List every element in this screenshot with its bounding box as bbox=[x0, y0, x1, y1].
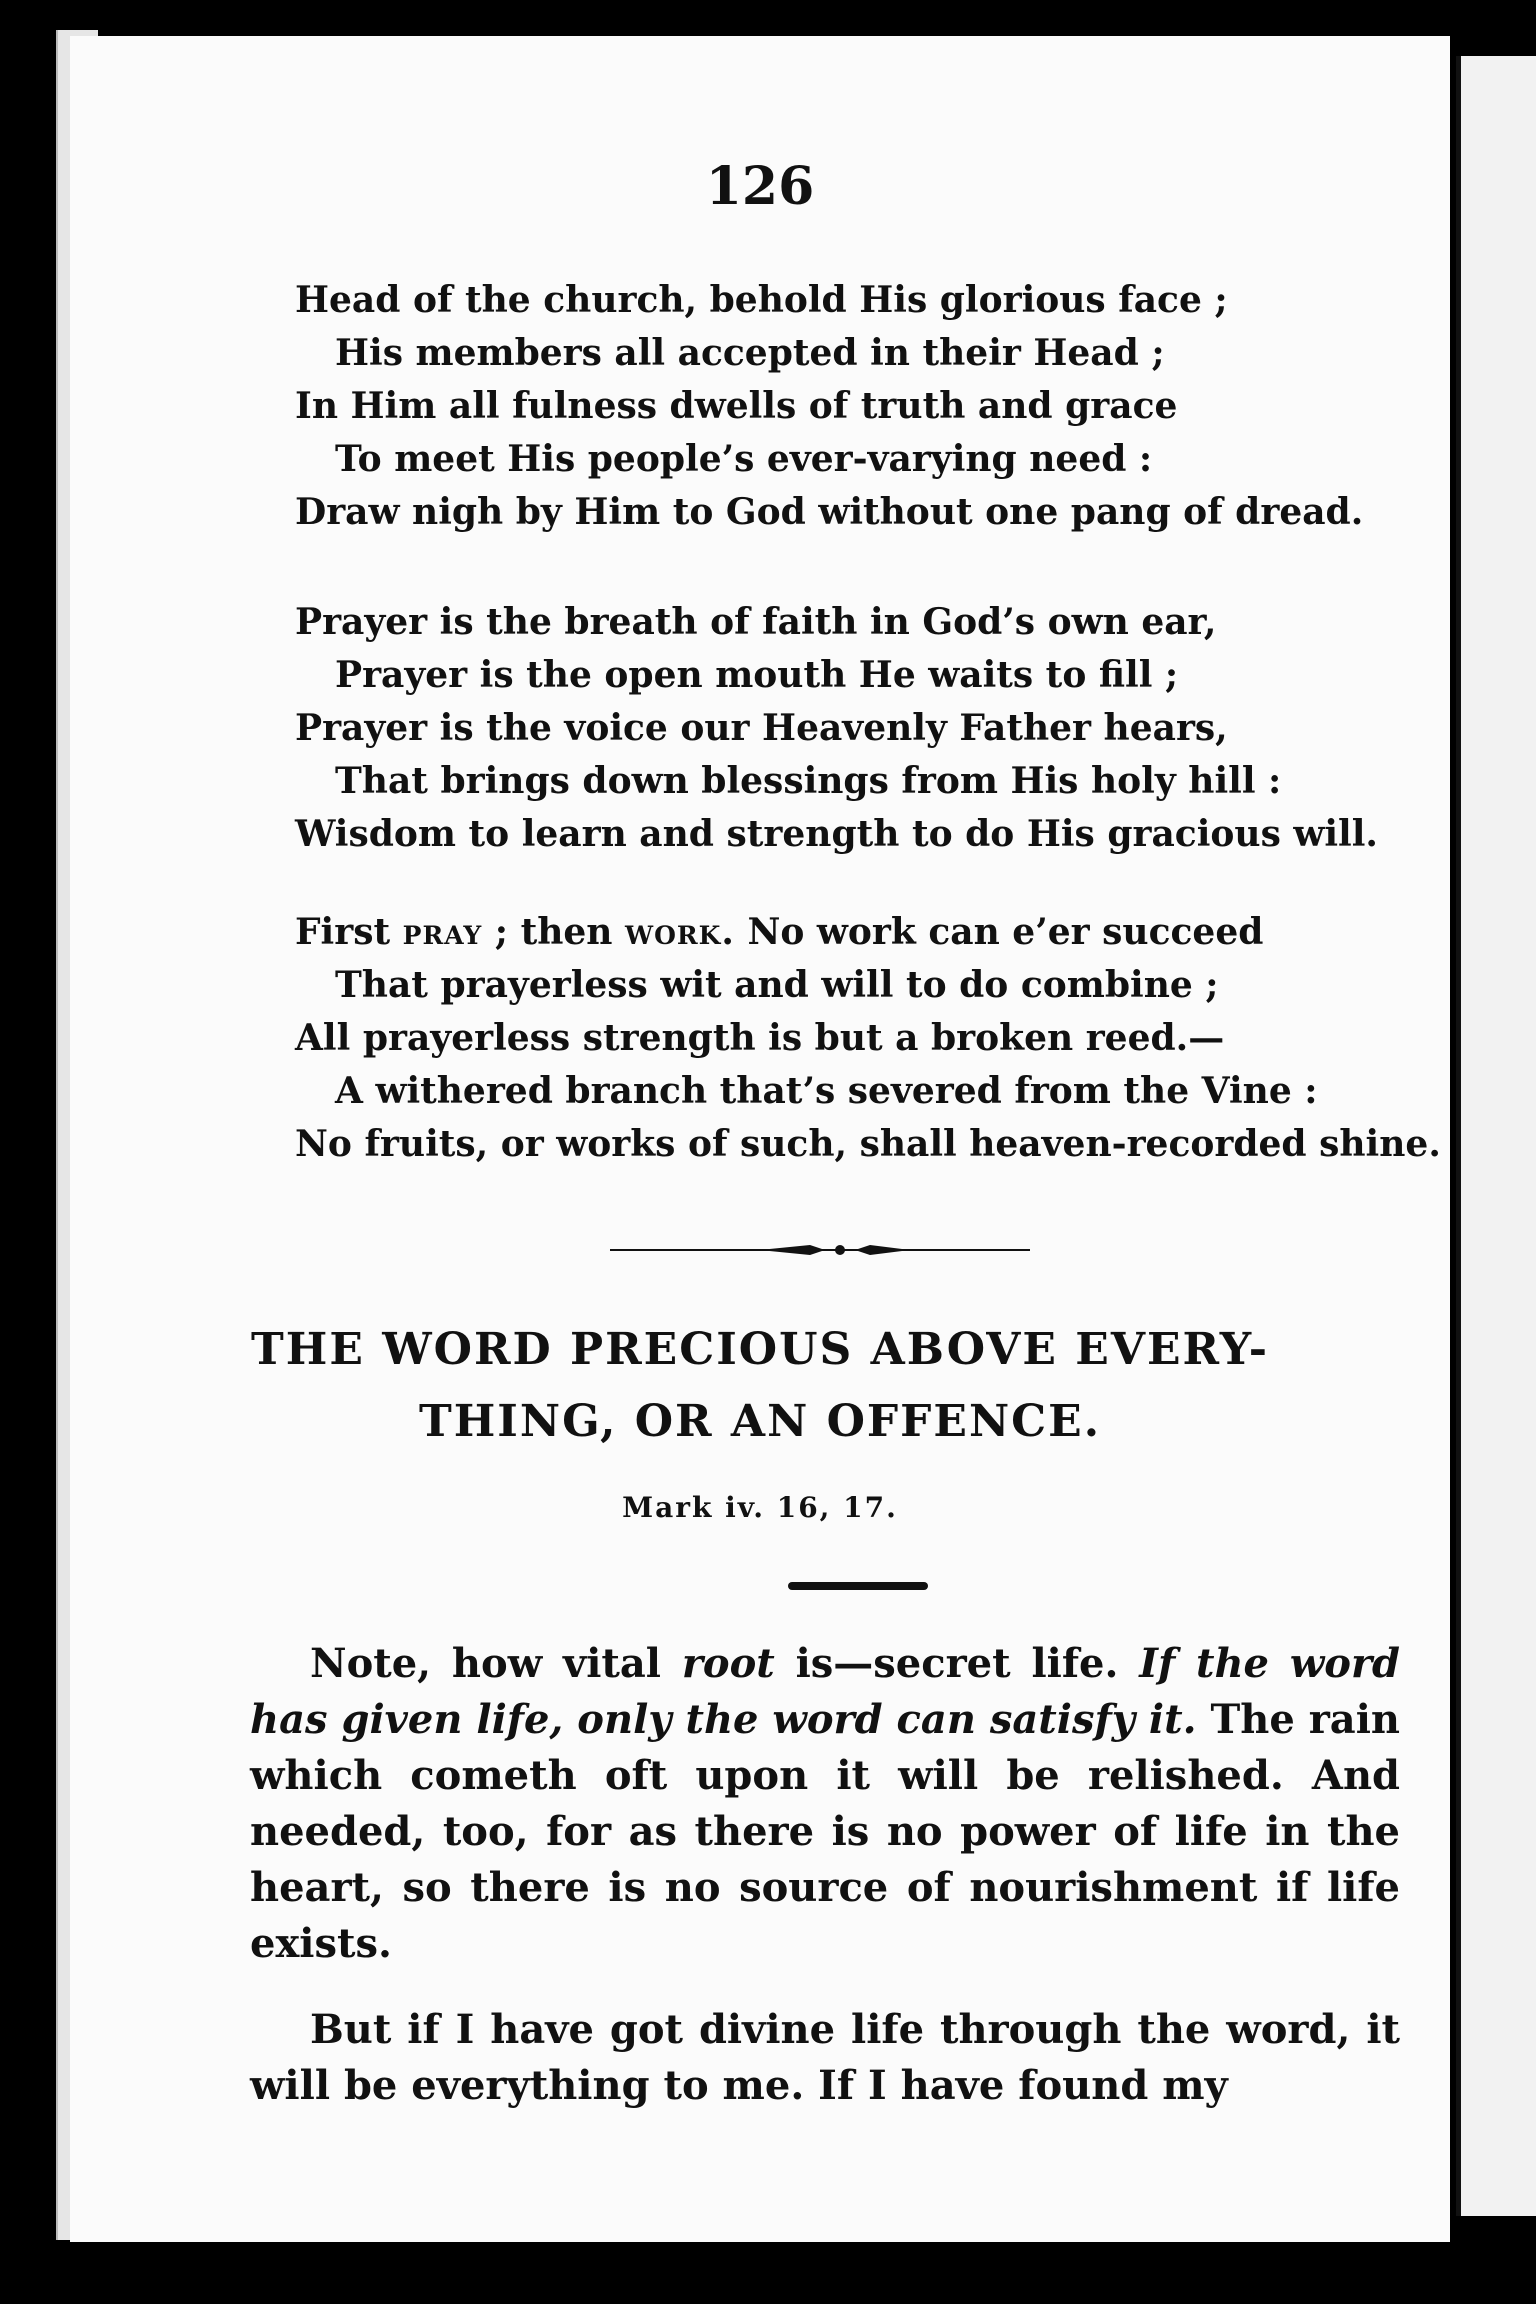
ornament-divider-icon bbox=[610, 1242, 1030, 1258]
paragraph-1 bbox=[250, 1636, 1400, 1972]
small-caps-word: pray bbox=[402, 911, 483, 953]
poem-line bbox=[295, 906, 1405, 959]
section-title-line-2: THING, OR AN OFFENCE. bbox=[418, 1396, 1102, 1447]
poem-text: No work can e’er succeed bbox=[734, 911, 1264, 953]
text-run: Note, how vital bbox=[310, 1640, 682, 1687]
poem-line: To meet His people’s ever-varying need : bbox=[335, 438, 1153, 480]
section-title-line-1: THE WORD PRECIOUS ABOVE EVERY- bbox=[251, 1324, 1269, 1375]
poem-line: Prayer is the breath of faith in God’s own ear, bbox=[295, 601, 1217, 643]
poem-line: All prayerless strength is but a broken reed.— bbox=[295, 1017, 1225, 1059]
poem-text: ; then bbox=[482, 911, 625, 953]
poem-line: No fruits, or works of such, shall heaven-recorded shine. bbox=[295, 1123, 1441, 1165]
poem-line: In Him all fulness dwells of truth and grace bbox=[295, 385, 1178, 427]
page-number: 126 bbox=[705, 156, 815, 217]
italic-text: If the word has given life, only the word can satisfy it. bbox=[250, 1640, 1400, 1743]
poem-line: Head of the church, behold His glorious face ; bbox=[295, 279, 1228, 321]
facing-page-edge bbox=[1456, 56, 1536, 2216]
poem-line: A withered branch that’s severed from the Vine : bbox=[335, 1070, 1318, 1112]
poem-text: First bbox=[295, 911, 403, 953]
book-page bbox=[70, 36, 1450, 2242]
small-caps-word: work. bbox=[625, 911, 735, 953]
poem-line: Prayer is the open mouth He waits to fill ; bbox=[335, 654, 1179, 696]
text-run: is—secret life. bbox=[774, 1640, 1140, 1687]
poem-line: Draw nigh by Him to God without one pang of dread. bbox=[295, 491, 1364, 533]
poem-stanza-2 bbox=[295, 596, 1405, 861]
italic-text: root bbox=[681, 1640, 775, 1687]
poem-line: Wisdom to learn and strength to do His gracious will. bbox=[295, 813, 1378, 855]
text-run: The rain which cometh oft upon it will be relished. And needed, too, for as there is no power of life in the heart, so there is no source of nourishment if life exists. bbox=[250, 1696, 1401, 1967]
poem-line: Prayer is the voice our Heavenly Father hears, bbox=[295, 707, 1228, 749]
poem-line: That brings down blessings from His holy hill : bbox=[335, 760, 1282, 802]
short-rule-divider bbox=[788, 1582, 928, 1590]
body-text bbox=[250, 1636, 1400, 2114]
paragraph-2: But if I have got divine life through the word, it will be everything to me. If I have found my bbox=[250, 2006, 1400, 2109]
scripture-reference: Mark iv. 16, 17. bbox=[622, 1491, 898, 1524]
poem-line: That prayerless wit and will to do combine ; bbox=[335, 964, 1219, 1006]
poem-line: His members all accepted in their Head ; bbox=[335, 332, 1165, 374]
poem-stanza-1 bbox=[295, 274, 1405, 539]
poem-stanza-3 bbox=[295, 906, 1441, 1171]
